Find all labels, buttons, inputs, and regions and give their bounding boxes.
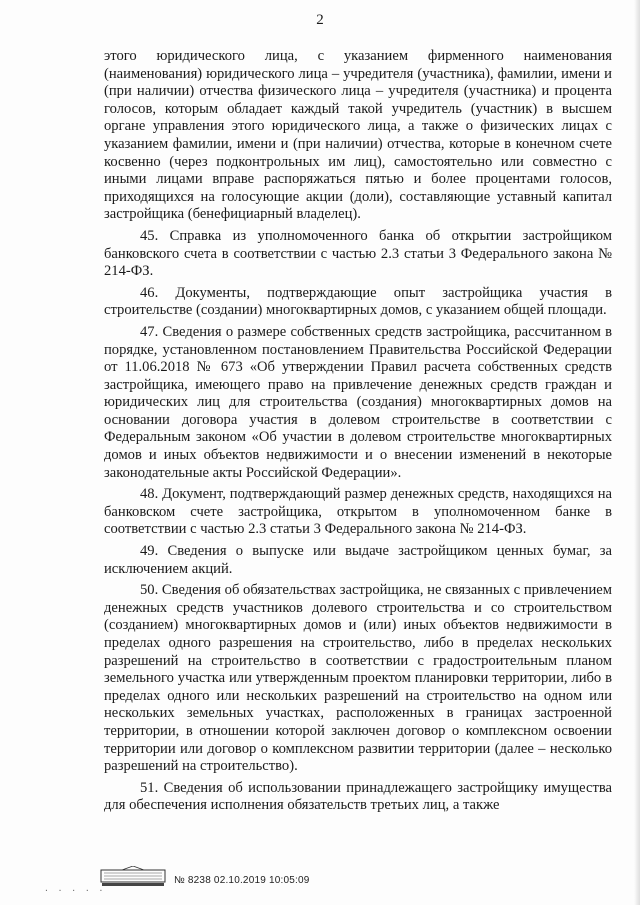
registry-stamp-icon <box>100 866 166 888</box>
document-body <box>104 48 612 819</box>
page-number: 2 <box>316 12 324 28</box>
paragraph-50: 50. Сведения об обязательствах застройщика, не связанных с привлечением денежных средств участников долевого строительства и со строительством (созданием) многоквартирных домов и (или) иных объектов недвижимости в пределах одного разрешения на строительство, либо в пределах нескольких разрешений на строительство в соответствии с градостроительным планом земельного участка или утвержденным проектом планировки территории, либо в пределах одного или нескольких разрешений на строительство на одном или нескольких земельных участках, расположенных в границах застроенной территории, в отношении которой заключен договор о комплексном освоении территории или договор о комплексном развитии территории (далее – несколько разрешений на строительство). <box>104 582 612 775</box>
paragraph-0: этого юридического лица, с указанием фирменного наименования (наименования) юридического лица – учредителя (участника), фамилии, имени и (при наличии) отчества физического лица – учредителя (участника) и процента голосов, которым обладает каждый такой учредитель (участник) в высшем органе управления этого юридического лица, а также о физических лицах с указанием фамилии, имени и (при наличии) отчества, которые в конечном счете косвенно (через подконтрольных им лиц), самостоятельно или совместно с иными лицами вправе распоряжаться пятью и более процентами голосов, приходящихся на голосующие акции (доли), составляющие уставный капитал застройщика (бенефициарный владелец). <box>104 48 612 223</box>
paragraph-48: 48. Документ, подтверждающий размер денежных средств, находящихся на банковском счете застройщика, открытом в уполномоченном банке в соответствии с частью 2.3 статьи 3 Федерального закона № 214-ФЗ. <box>104 486 612 538</box>
paragraph-45: 45. Справка из уполномоченного банка об открытии застройщиком банковского счета в соответствии с частью 2.3 статьи 3 Федерального закона № 214-ФЗ. <box>104 227 612 280</box>
paragraph-51: 51. Сведения об использовании принадлежащего застройщику имущества для обеспечения исполнения обязательств третьих лиц, а также <box>104 779 612 814</box>
paragraph-49: 49. Сведения о выпуске или выдаче застройщиком ценных бумаг, за исключением акций. <box>104 543 612 577</box>
registration-number: № 8238 02.10.2019 10:05:09 <box>174 875 310 886</box>
scan-artifact-marks: · · · · · <box>44 886 106 895</box>
document-footer <box>100 866 309 888</box>
page-edge-shadow <box>634 0 640 905</box>
paragraph-46: 46. Документы, подтверждающие опыт застройщика участия в строительстве (создании) многоквартирных домов, с указанием общей площади. <box>104 284 612 319</box>
paragraph-47: 47. Сведения о размере собственных средств застройщика, рассчитанном в порядке, установленном постановлением Правительства Российской Федерации от 11.06.2018 № 673 «Об утверждении Правил расчета собственных средств застройщика, имеющего право на привлечение денежных средств граждан и юридических лиц для строительства (создания) многоквартирных домов на основании договора участия в долевом строительстве в соответствии с Федеральным законом «Об участии в долевом строительстве многоквартирных домов и иных объектов недвижимости и о внесении изменений в некоторые законодательные акты Российской Федерации». <box>104 323 612 481</box>
